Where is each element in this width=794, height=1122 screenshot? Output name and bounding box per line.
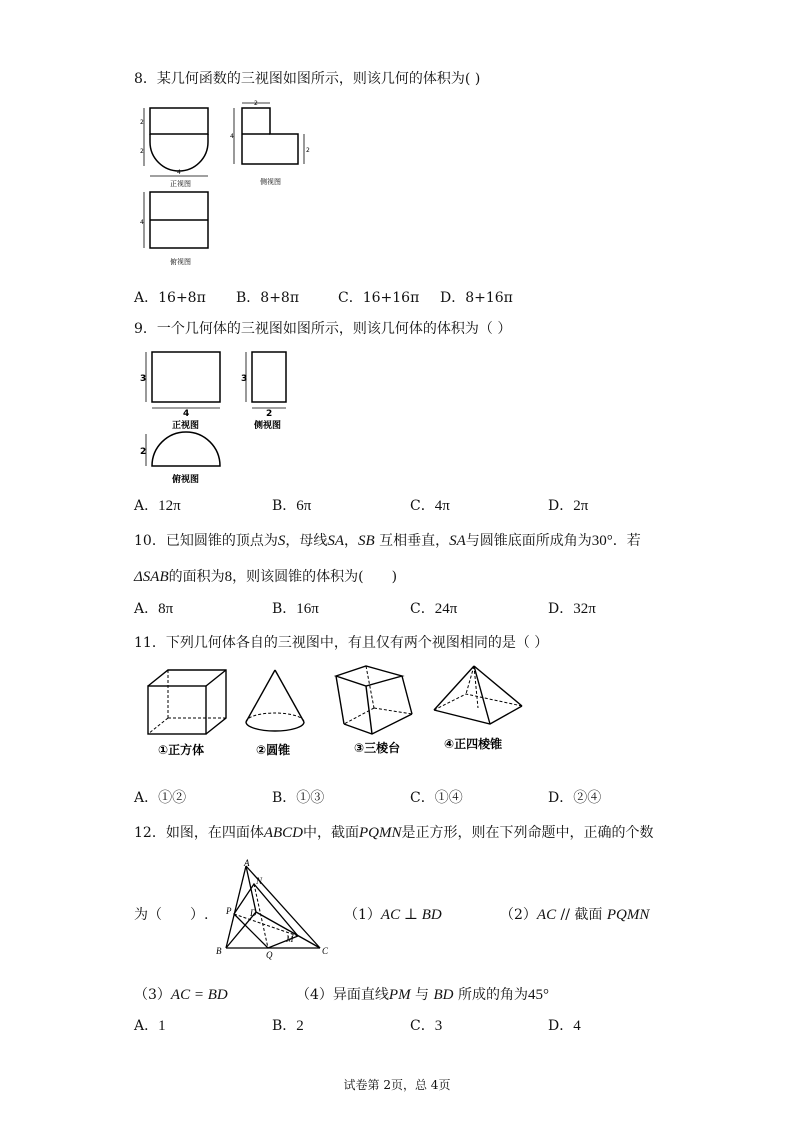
q12-option-b: 2	[296, 1018, 304, 1034]
q8-dim-2d: 2	[306, 147, 310, 154]
q10-option-a-letter: A．	[134, 601, 159, 617]
q11-cube	[148, 670, 226, 734]
q10-text-d: 与圆锥底面所成角为	[465, 533, 592, 549]
q12-prop-2-num: （2）	[500, 907, 537, 923]
q10-option-d-letter: D．	[548, 601, 574, 617]
q12-prop-4	[296, 984, 549, 1004]
q8-dim-2b: 2	[140, 148, 144, 155]
q8-dim-2a: 2	[140, 119, 144, 126]
q12-line1	[134, 822, 654, 842]
q10-var-sa: SA	[327, 533, 344, 549]
q8-option-a-letter: A．	[134, 290, 159, 306]
q11-option-a: ①②	[158, 790, 187, 806]
q10-triangle: ΔSAB	[134, 569, 169, 585]
q9-option-a-letter: A．	[134, 498, 159, 514]
q8-option-c: 16+16π	[362, 290, 420, 306]
q11-solids-figure	[140, 662, 540, 762]
q11-caption-2: ②圆锥	[256, 743, 291, 757]
q12-option-d-letter: D．	[548, 1018, 574, 1034]
q9-side-label: 侧视图	[254, 421, 282, 431]
q8-option-d: 8+16π	[465, 290, 513, 306]
q12-label-a: A	[244, 858, 250, 868]
q10-option-c: 24π	[434, 601, 458, 617]
q9-top-view	[152, 432, 220, 466]
q12-prop-1-num: （1）	[344, 907, 381, 923]
q8-option-c-letter: C．	[338, 290, 363, 306]
q12-prop-2-ac: AC	[536, 907, 557, 923]
q10-option-b: 16π	[296, 601, 319, 617]
q8-stem: 8．某几何函数的三视图如图所示，则该几何的体积为( )	[134, 71, 481, 87]
q12-label-n: N	[256, 876, 263, 886]
q9-dim-3b: 3	[241, 374, 248, 384]
q8-top-view	[150, 192, 208, 248]
q12-text-b: 中，截面	[303, 825, 359, 841]
q12-prop-2-text: // 截面	[556, 907, 607, 923]
q8-front-label: 正视图	[170, 180, 191, 188]
q12-prop-4-pm: PM	[388, 987, 411, 1003]
q8-option-b: 8+8π	[260, 290, 300, 306]
q10-angle: 30°	[591, 533, 613, 549]
q12-var-abcd: ABCD	[263, 825, 303, 841]
q12-prop-4-num: （4）异面直线	[296, 987, 389, 1003]
q12-label-c: C	[322, 946, 329, 956]
q9-dim-3a: 3	[140, 374, 147, 384]
q10-text-e: ．若	[612, 533, 641, 549]
q9-stem: 9．一个几何体的三视图如图所示，则该几何体的体积为（ ）	[134, 321, 512, 337]
q11-caption-1: ①正方体	[158, 743, 205, 757]
q11-pyramid	[434, 666, 522, 724]
q8-side-label: 侧视图	[260, 178, 281, 186]
q12-prop-3-num: （3）	[134, 987, 171, 1003]
q9-option-d-letter: D．	[548, 498, 574, 514]
q10-var-sb: SB	[358, 533, 375, 549]
q11-stem: 11．下列几何体各自的三视图中，有且仅有两个视图相同的是（ ）	[134, 635, 549, 651]
q8-front-view	[150, 108, 208, 171]
q12-tetrahedron-figure	[212, 858, 342, 966]
q10-area: 8	[224, 569, 233, 585]
q12-label-p: P	[226, 906, 232, 916]
q10-option-c-letter: C．	[410, 601, 435, 617]
q12-text-a: 12．如图，在四面体	[134, 825, 264, 841]
q12-option-b-letter: B．	[272, 1018, 297, 1034]
q11-option-b: ①③	[296, 790, 325, 806]
q12-prop-2-pqmn: PQMN	[606, 907, 650, 923]
q11-option-d: ②④	[573, 790, 602, 806]
q12-option-c: 3	[434, 1018, 443, 1034]
q8-three-view-figure	[130, 100, 330, 270]
q12-prop-4-and: 与	[410, 987, 434, 1003]
q11-cone	[246, 670, 304, 731]
q8-dim-4b: 4	[230, 133, 234, 140]
q12-line2: 为（ ）.	[134, 907, 209, 923]
q10-text-a: 10．已知圆锥的顶点为	[134, 533, 278, 549]
q8-dim-4c: 4	[140, 219, 144, 226]
q10-text-b: ，母线	[285, 533, 328, 549]
q12-prop-3-expr: AC = BD	[170, 987, 228, 1003]
q11-caption-4: ④正四棱锥	[444, 737, 503, 751]
q12-option-c-letter: C．	[410, 1018, 435, 1034]
q10-text-f: 的面积为	[168, 569, 225, 585]
q9-front-view	[152, 352, 220, 402]
q10-var-sa2: SA	[449, 533, 466, 549]
q10-option-d: 32π	[573, 601, 596, 617]
q12-prop-4-text: 所成的角为	[453, 987, 528, 1003]
q12-option-a-letter: A．	[134, 1018, 159, 1034]
q11-option-c: ①④	[434, 790, 463, 806]
q12-prop-1	[344, 904, 442, 924]
q8-dim-4a: 4	[177, 169, 181, 176]
q9-top-label: 俯视图	[172, 475, 200, 485]
q11-option-a-letter: A．	[134, 790, 159, 806]
q12-prop-4-angle: 45°	[527, 987, 549, 1003]
q12-prop-1-expr: AC ⊥ BD	[380, 907, 442, 923]
q11-caption-3: ③三棱台	[354, 741, 401, 755]
q12-prop-3	[134, 984, 228, 1004]
q10-line2	[134, 566, 397, 586]
q11-option-b-letter: B．	[272, 790, 297, 806]
q12-prop-4-bd: BD	[433, 987, 454, 1003]
q10-option-a: 8π	[158, 601, 174, 617]
q9-option-d: 2π	[573, 498, 589, 514]
q12-label-b: B	[216, 946, 222, 956]
q10-text-g: ，则该圆锥的体积为( )	[232, 569, 398, 585]
q8-option-a: 16+8π	[158, 290, 206, 306]
q11-option-d-letter: D．	[548, 790, 574, 806]
q8-top-label: 俯视图	[170, 258, 191, 266]
q9-front-label: 正视图	[172, 421, 200, 431]
q12-var-pqmn: PQMN	[359, 825, 402, 841]
q8-option-b-letter: B．	[236, 290, 261, 306]
q12-text-c: 是正方形，则在下列命题中，正确的个数	[401, 825, 654, 841]
q12-option-d: 4	[573, 1018, 581, 1034]
q8-side-view	[242, 108, 298, 164]
q11-option-c-letter: C．	[410, 790, 435, 806]
q9-option-c: 4π	[434, 498, 450, 514]
q9-dim-2: 2	[266, 409, 273, 419]
q8-option-d-letter: D．	[440, 290, 466, 306]
q10-comma: ，	[344, 533, 358, 549]
q12-prop-2	[500, 904, 649, 924]
q10-line1	[134, 530, 641, 550]
q9-dim-4: 4	[183, 409, 190, 419]
q9-three-view-figure	[138, 348, 298, 488]
q9-side-view	[252, 352, 286, 402]
q9-option-b: 6π	[296, 498, 312, 514]
q12-label-d: D	[250, 908, 257, 918]
q9-option-c-letter: C．	[410, 498, 435, 514]
q8-dim-2c: 2	[254, 100, 258, 107]
q10-text-c: 互相垂直，	[374, 533, 450, 549]
q9-option-b-letter: B．	[272, 498, 297, 514]
q9-dim-h2: 2	[140, 447, 147, 457]
page-footer: 试卷第 2页，总 4页	[343, 1078, 451, 1092]
q10-option-b-letter: B．	[272, 601, 297, 617]
q12-option-a: 1	[158, 1018, 166, 1034]
q12-label-q: Q	[266, 950, 273, 960]
q9-option-a: 12π	[158, 498, 181, 514]
q11-frustum	[336, 666, 412, 734]
q12-label-m: M	[286, 934, 294, 944]
q10-var-s: S	[277, 533, 286, 549]
